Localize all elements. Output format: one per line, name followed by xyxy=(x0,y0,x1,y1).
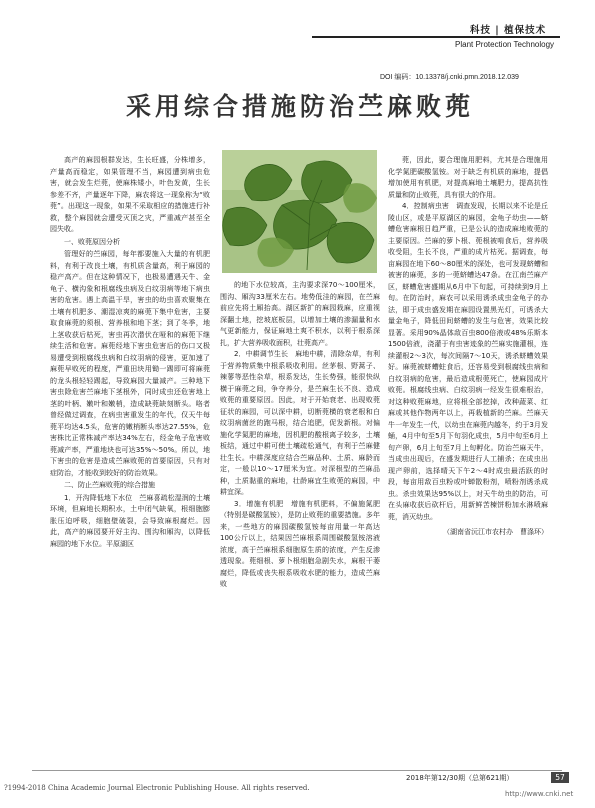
doi-code: DOI 编码：10.13378/j.cnki.pmn.2018.12.039 xyxy=(380,74,519,81)
paragraph-pest-control: 4．控制病虫害 调查发现，长期以来不论是丘陵山区，或是平原湖区的麻园，金龟子幼虫——蛴螬危害麻根日趋严重，已是公认的造成麻地败蔸的主要原因。苎麻的萝卜根、蔸根被啃食后，营养吸收受阻，生长不良，严重的成片枯死。据调查，每亩麻园在地下60～80厘米的深处，也可发现蛴螬和被害的麻蔸，多的一蔸蛴螬达47条。在江南苎麻产区，蛴螬危害盛期从6月中下旬起，可持续到9月上旬。在防治时，麻农可以采用诱杀成虫金龟子的办法，即于成虫盛发期在麻园设置黑光灯，可诱杀大量金龟子，降低田间蛴螬的发生与危害，效果比较显著。采用90%晶体敌百虫800倍液或48%乐斯本1500倍液，浇灌于有虫害迹象的苎麻实施灌根，连续灌根2～3次，每次间隔7～10天，诱杀蛴螬效果好。麻蔸被蛴螬蛀食后，还容易受到根腐线虫病和白纹羽病的危害，最后造成根蔸死亡，使麻园成片败蔸。根腐线虫病、白纹羽病一经发生很难根治，对这种败蔸麻地，应将根全部挖掉，改种蔬菜、红麻或其他作物两年以上，再栽植新的苎麻。苎麻天牛一年发生一代，以幼虫在麻蔸内越冬，约于3月发蛹，4月中旬至5月下旬羽化成虫，5月中旬至6月上旬产卵，6月上旬至7月上旬孵化。防治苎麻天牛，当成虫出现后，在盛发期进行人工捕杀；在成虫出现产卵前，选择晴天下午2～4时成虫最活跃的时段，每亩用敌百虫粉或叶蝉散粉剂，喷粉剂诱杀成虫。杀虫效果达95%以上，对天牛幼虫的防治，可在头麻收获后砍杆后，用新鲜苦楝饼粉加水淋喷麻蔸，消灭幼虫。 xyxy=(388,202,548,521)
section-heading-1: 一、败蔸原因分析 xyxy=(64,237,120,246)
ramie-plant-photo xyxy=(222,150,377,273)
section-heading-2: 二、防止苎麻败蔸的综合措施 xyxy=(64,481,155,489)
paragraph-tillage: 2．中耕调节生长 麻地中耕，清除杂草，有利于营养物质集中根系吸收利用。丝茅根、野蒿子、辣蓼等恶性杂草，根系发达，生长势强，能很快纵横于麻蔸之间，争夺养分，是苎麻生长不良、造成败蔸的重要原因。因此，对于开始衰老、出现败蔸征状的麻园，可以深中耕，切断蔸横的衰老根和白纹羽病菌丝的跑马根，结合追肥，促发新根。对偏施化学氮肥的麻地，因机肥的酸根离子较多，土壤板结，通过中耕可使土壤疏松通气，有利于苎麻健壮生长。中耕深度应结合苎麻品种、土质、麻龄而定，一般以10～17厘米为宜。对深根型的苎麻品种，土质黏重的麻地，壮龄麻宜生败蔸的麻园，中耕宜深。 xyxy=(220,350,380,496)
header-divider xyxy=(312,36,560,38)
paragraph-drainage-cont: 的地下水位较高，主沟要求深70～100厘米，围沟、厢沟33厘米左右。地势低洼的麻园，在苎麻前应先将土厢抬高。湖区新扩的麻园栽麻，应重视深翻土地，挖坡底板层，以增加土壤的渗漏量和水气更新能力，保证麻地土爽不积水，以利于根系深扎，扩大营养吸收面积，壮蔸高产。 xyxy=(220,281,380,347)
section-1-text: 管理好的苎麻园，每年都要施入大量的有机肥料，有利于改良土壤，有机质含量高，利于麻园的稳产高产。但在这种情况下，也极易遭遇天牛、金龟子、横沟象和根腐线虫病及白纹羽病等地下病虫害的危害。遇上高温干旱，害虫的幼虫喜欢聚集在土壤有机肥多、潮湿凉爽的麻蔸下集中危害，主要取食麻蔸的须根、营养根和地下茎；到了冬季，地上茎收获后枯死，害虫再次潜伏在哑和的麻蔸下继续生活和危害。麻蔸经地下害虫危害后的伤口又极易遭受到根腐线虫病和白纹羽病的侵害，更加速了麻蔸早败死的程度，严重田块用锄一踢即可将麻蔸的龙头根轻轻踢起，导致麻园大量减产。三种地下害虫除危害苎麻地下茎根外，同时成虫还危害地上茎的叶柄、嫩叶和嫩梢，造成缺蔸缺刻断头。咯者曾经做过调查，在病虫害重发生的年代，仅天牛每蔸平均达4.5头，危害的嫩梢断头率达27.55%，危害株比正常株减产率达34%左右，经金龟子危害败蔸减产率，严重地块也可达35%～50%。所以，地下害虫的危害是造成苎麻败蔸的首要原因，只有对症防治，才能收到较好的防治效果。 xyxy=(50,250,210,477)
section-2-text: 1．开沟降低地下水位 苎麻喜疏松湿润的土壤环境，但麻地长期积水，土中闭气缺氧，根细胞膨胀压迫呼吸，细胞壁破裂，会导致麻根腐烂。因此，高产的麻园要开好主沟、围沟和厢沟，以降低麻园的地下水位。平原湖区 xyxy=(50,493,210,548)
page-number: 57 xyxy=(551,772,569,783)
copyright-notice: ?1994-2018 China Academic Journal Electronic Publishing House. All rights reserved. xyxy=(4,784,310,792)
article-title: 采用综合措施防治苎麻败蔸 xyxy=(125,92,474,121)
column-3 xyxy=(388,155,548,750)
section-category: 科技 | 植保技术 xyxy=(470,25,547,36)
footer-divider xyxy=(32,770,562,771)
intro-paragraph: 高产的麻园根群发达，生长旺盛，分株增多，产量高而稳定，如果管理不当，麻园遭到病虫危害，就会发生烂蔸，使麻株矮小，叶色发黄，生长参差不齐，产量逐年下降，麻农将这一现象称为“败蔸”。出现这一现象，如果不采取相应的措施进行补救，整个麻园就会遭受灭顶之灾，严重减产甚至全园失收。 xyxy=(50,156,210,233)
publisher-url: http://www.cnki.net xyxy=(505,790,574,798)
paragraph-fertilizer: 3．增施有机肥 增施有机肥料，不偏施氮肥（特别是碳酸氢铵），是防止败蔸的重要措施。多年来，一些地方的麻园碳酸氢铵每亩用量一年高达100公斤以上，结果因苎麻根系周围碳酸氢铵溶液浓度，高于苎麻根系细胞原生质的浓度，产生反渗透现象。蔸细根、萝卜根细胞急剧失水，麻根干萎腐烂，降低或丧失根系吸收水肥的能力，造成苎麻败 xyxy=(220,499,380,588)
author-credit: （湖南省沅江市农村办 曹涤环） xyxy=(443,528,548,536)
issue-info: 2018年第12/30期（总第621期） xyxy=(406,774,514,782)
section-category-en: Plant Protection Technology xyxy=(455,40,555,49)
column-2 xyxy=(220,280,380,750)
paragraph-fertilizer-cont: 蔸，因此，要合理施用肥料，尤其是合理施用化学氮肥碳酸氢铵。对于缺乏有机质的麻地，提倡增加使用有机肥，对提高麻地土壤肥力，提高抗性质量和防止败蔸，具有很大的作用。 xyxy=(388,156,548,199)
column-1 xyxy=(50,155,210,750)
